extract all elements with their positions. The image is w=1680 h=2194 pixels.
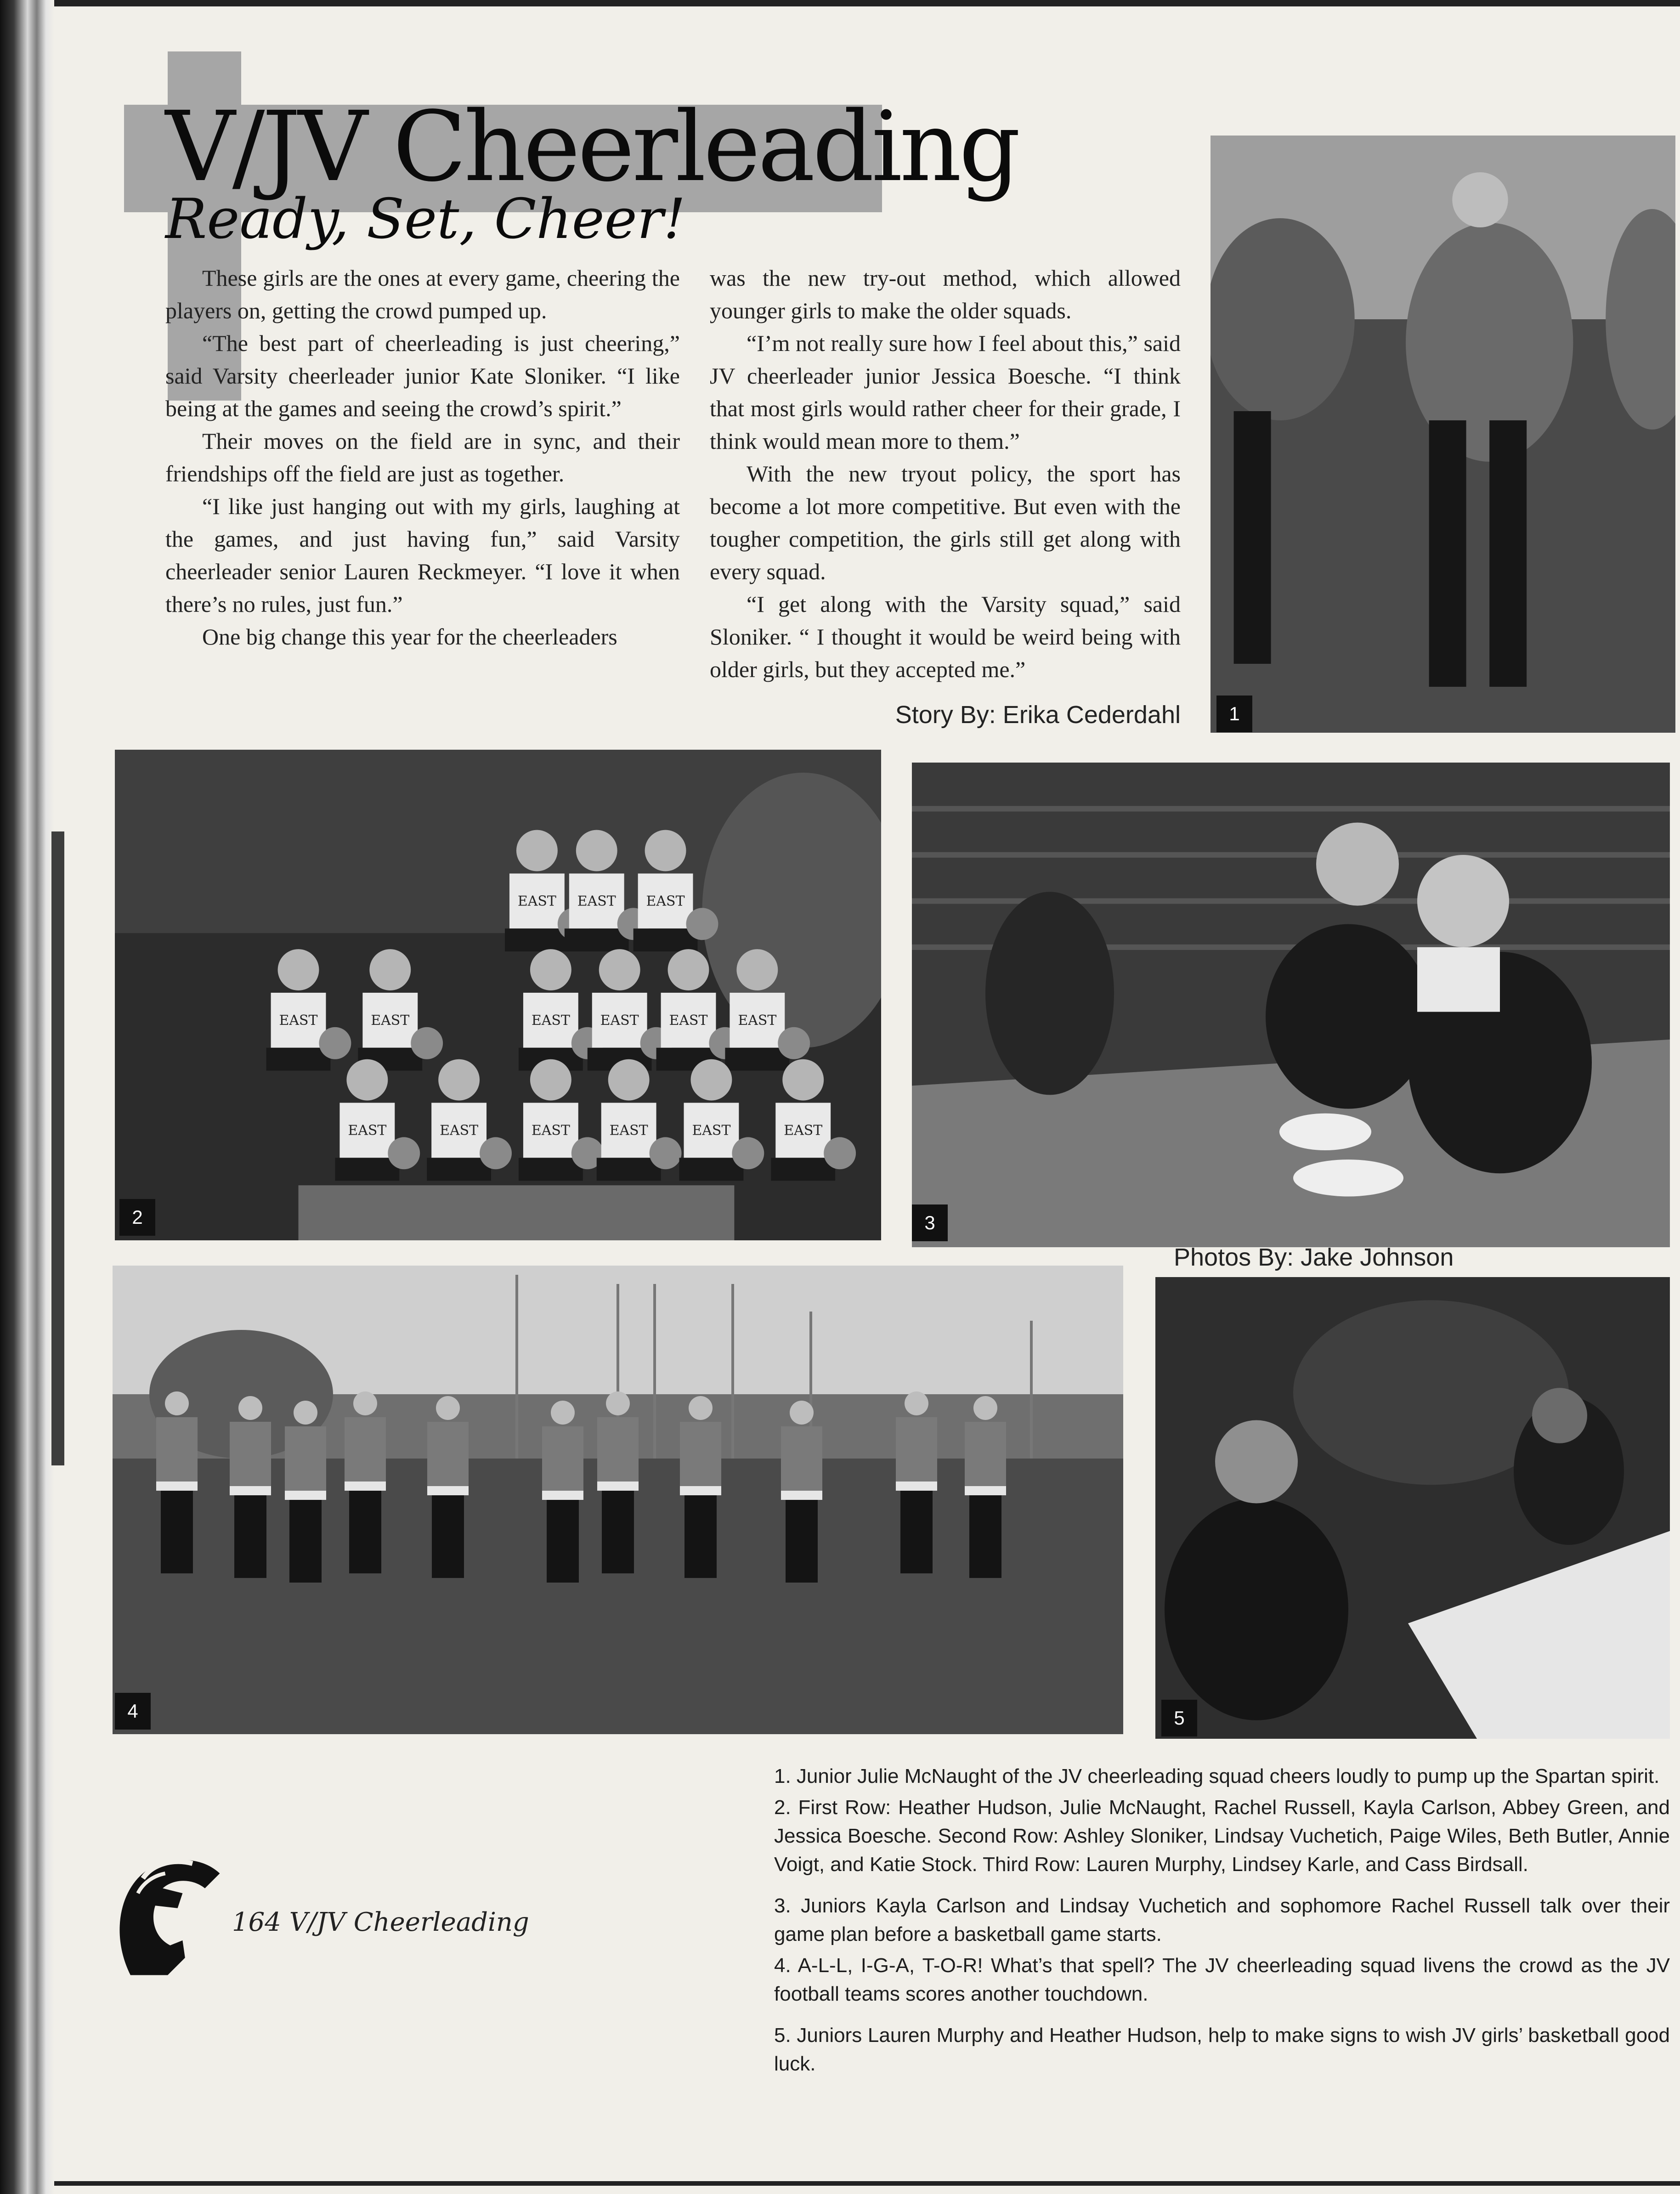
- uniform-lettering: EAST: [669, 1012, 708, 1029]
- story-column-1: [165, 262, 680, 653]
- story-paragraph: With the new tryout policy, the sport has become a lot more competitive. But even with the tougher competition, the girls still get along with every squad.: [710, 461, 1181, 584]
- photo-3-number-badge: 3: [912, 1204, 948, 1241]
- uniform-lettering: EAST: [517, 893, 556, 910]
- story-paragraph: “I’m not really sure how I feel about this,” said JV cheerleader junior Jessica Boesche. “I think that most girls would rather cheer for their grade, I think would mean more to them.”: [710, 330, 1181, 454]
- photo-4-field-cheer: [113, 1266, 1123, 1734]
- photo-5-image: [1155, 1277, 1670, 1739]
- photo-credit: Photos By: Jake Johnson: [1174, 1244, 1454, 1271]
- story-paragraph: Their moves on the field are in sync, and their friendships off the field are just as together.: [165, 428, 680, 486]
- uniform-lettering: EAST: [531, 1122, 570, 1139]
- uniform-lettering: EAST: [371, 1012, 410, 1029]
- uniform-lettering: EAST: [279, 1012, 318, 1029]
- caption-2: 2. First Row: Heather Hudson, Julie McNaught, Rachel Russell, Kayla Carlson, Abbey Green, and Jessica Boesche. Second Row: Ashley Sloniker, Lindsay Vuchetich, Paige Wiles, Beth Butler, Annie Voigt, and Katie Stock. Third Row: Lauren Murphy, Lindsey Karle, and Cass Birdsall.: [774, 1796, 1670, 1876]
- photo-5-number-badge: 5: [1161, 1700, 1197, 1736]
- uniform-lettering: EAST: [577, 893, 616, 910]
- uniform-lettering: EAST: [348, 1122, 387, 1139]
- photo-1-image: [1211, 136, 1675, 733]
- photo-1-cheerleader-stands: [1211, 136, 1675, 733]
- story-paragraph: “I get along with the Varsity squad,” said Sloniker. “ I thought it would be weird being with older girls, but they accepted me.”: [710, 591, 1181, 682]
- story-column-2: [710, 262, 1181, 686]
- binding-tab: [51, 831, 64, 1465]
- caption-3: 3. Juniors Kayla Carlson and Lindsay Vuchetich and sophomore Rachel Russell talk over their game plan before a basketball game starts.: [774, 1894, 1670, 1945]
- photo-3-bleachers: [912, 763, 1670, 1247]
- uniform-lettering: EAST: [646, 893, 685, 910]
- spartan-helmet-icon: [106, 1850, 230, 1988]
- uniform-lettering: EAST: [784, 1122, 823, 1139]
- uniform-lettering: EAST: [692, 1122, 731, 1139]
- page-binding: [0, 0, 54, 2194]
- photo-4-image: [113, 1266, 1123, 1734]
- photo-2-image: [115, 750, 881, 1240]
- story-paragraph: was the new try-out method, which allowed younger girls to make the older squads.: [710, 265, 1181, 323]
- story-paragraph: One big change this year for the cheerleaders: [202, 624, 617, 650]
- photo-4-number-badge: 4: [115, 1693, 151, 1730]
- story-paragraph: “The best part of cheerleading is just cheering,” said Varsity cheerleader junior Kate Sloniker. “I like being at the games and seeing the crowd’s spirit.”: [165, 330, 680, 421]
- uniform-lettering: EAST: [531, 1012, 570, 1029]
- uniform-lettering: EAST: [609, 1122, 648, 1139]
- caption-4: 4. A-L-L, I-G-A, T-O-R! What’s that spell? The JV cheerleading squad livens the crowd as the JV football teams scores another touchdown.: [774, 1954, 1670, 2005]
- page-footer-label: 164 V/JV Cheerleading: [232, 1907, 529, 1937]
- photo-5-sign-making: [1155, 1277, 1670, 1739]
- page-subtitle: Ready, Set, Cheer!: [165, 187, 686, 251]
- caption-1: 1. Junior Julie McNaught of the JV cheerleading squad cheers loudly to pump up the Spartan spirit.: [774, 1765, 1660, 1787]
- page-title: V/JV Cheerleading: [165, 90, 1018, 203]
- photo-3-image: [912, 763, 1670, 1247]
- story-paragraph: These girls are the ones at every game, cheering the players on, getting the crowd pumped up.: [165, 265, 680, 323]
- page-top-border: [54, 0, 1680, 6]
- photo-1-number-badge: 1: [1216, 696, 1252, 732]
- uniform-lettering: EAST: [600, 1012, 639, 1029]
- photo-2-squad-group: [115, 750, 881, 1240]
- story-byline: Story By: Erika Cederdahl: [895, 701, 1181, 729]
- uniform-lettering: EAST: [440, 1122, 479, 1139]
- uniform-lettering: EAST: [738, 1012, 777, 1029]
- caption-5: 5. Juniors Lauren Murphy and Heather Hudson, help to make signs to wish JV girls’ basketball good luck.: [774, 2024, 1670, 2075]
- page-bottom-border: [54, 2181, 1680, 2186]
- photo-2-number-badge: 2: [119, 1199, 155, 1236]
- story-paragraph: “I like just hanging out with my girls, laughing at the games, and just having fun,” said Varsity cheerleader senior Lauren Reckmeyer. “I love it when there’s no rules, just fun.”: [165, 493, 680, 617]
- photo-captions: [774, 1762, 1670, 2081]
